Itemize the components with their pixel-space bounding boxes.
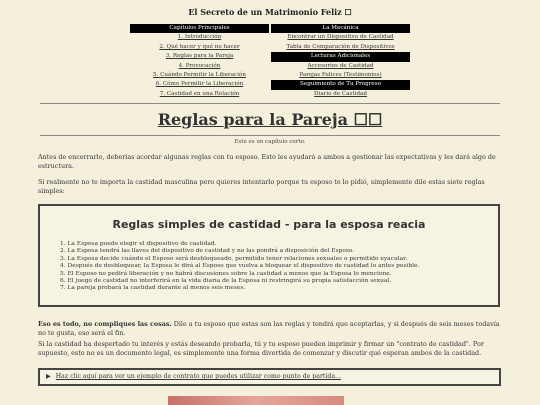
nav-header-lecturas: Lecturas Adicionales — [271, 52, 410, 61]
triangle-right-icon: ▶ — [46, 373, 51, 380]
nav-link-accesorios[interactable]: Accesorios de Castidad — [307, 62, 374, 69]
chapter-nav-table — [130, 24, 410, 99]
contract-example-link[interactable]: Haz clic aquí para ver un ejemplo de contrato que puedes utilizar como punto de partida... — [55, 373, 341, 380]
reluctant-paragraph: Si realmente no te importa la castidad masculina pero quieres intentarlo porque tu esposo te lo pidió, simplemente dile estas siete reglas simples: — [38, 178, 485, 195]
nav-column-extra — [271, 24, 410, 99]
divider-top — [40, 103, 500, 104]
summary-paragraph — [38, 320, 502, 337]
nav-link-que-hacer[interactable]: 2. Qué hacer y qué no hacer — [159, 43, 240, 50]
summary-bold-lead: Eso es todo, no compliques las cosas. — [38, 320, 172, 328]
nav-link-introduccion[interactable]: 1. Introducción — [177, 34, 222, 41]
rule-item: 4. Después de desbloquear, la Esposa le dirá al Esposo que vuelva a bloquear el dispositivo de castidad lo antes posible. — [60, 263, 420, 270]
rules-box-title: Reglas simples de castidad - para la esposa reacia — [112, 218, 426, 231]
rule-item: 1. La Esposa puede elegir el dispositivo de castidad. — [60, 241, 217, 247]
rule-item: 3. La Esposa decide cuándo el Esposo será desbloqueado, permitido tener relaciones sexuales o permitido eyacular. — [60, 255, 408, 262]
divider-title — [40, 135, 500, 136]
article-image — [168, 396, 344, 405]
nav-link-tabla-comparacion[interactable]: Tabla de Comparación de Dispositivos — [286, 43, 395, 50]
nav-link-cuando-liberacion[interactable]: 5. Cuándo Permitir la Liberación — [153, 72, 246, 79]
nav-column-main — [130, 24, 269, 99]
rule-item: 7. La pareja probará la castidad durante al menos seis meses. — [60, 285, 246, 292]
intro-paragraph: Antes de encerrarlo, deberías acordar algunas reglas con tu esposo. Esto les ayudará a ambos a gestionar las expectativas y les dará algo de estructura. — [38, 153, 496, 170]
rule-item: 5. El Esposo no pedirá liberación y no habrá discusiones sobre la castidad a menos que la Esposa lo mencione. — [60, 270, 392, 277]
contract-paragraph: Si la castidad ha despertado tu interés y estás deseando probarla, tú y tu esposo pueden imprimir y firmar un "contrato de castidad". Por supuesto, esto no es un documento legal, es simplemente una forma divertida de comenzar y discutir qué esperan ambos de la castidad. — [38, 340, 484, 357]
rules-box — [38, 204, 500, 307]
rule-item: 2. La Esposa tendrá las llaves del dispositivo de castidad y no las pondrá a disposición del Esposo. — [60, 248, 355, 255]
contract-example-toggle[interactable] — [38, 368, 501, 386]
nav-link-castidad-relacion[interactable]: 7. Castidad en una Relación — [159, 90, 240, 97]
nav-header-seguimiento: Seguimiento de Tu Progreso — [271, 80, 410, 89]
nav-link-reglas[interactable]: 3. Reglas para la Pareja — [165, 53, 234, 60]
nav-link-diario[interactable]: Diario de Castidad — [314, 90, 367, 97]
rules-list — [60, 241, 419, 293]
nav-link-encontrar-dispositivo[interactable]: Encontrar un Dispositivo de Castidad — [287, 34, 394, 41]
page-title: Reglas para la Pareja ☐☐ — [157, 110, 383, 129]
nav-header-main-chapters: Capítulos Principales — [130, 24, 269, 33]
page-subtitle: Este es un capítulo corto. — [234, 139, 306, 145]
summary-rest: Dile a tu esposo que estas son las reglas y tendrá que aceptarlas, y si después de seis meses todavía no te gusta, eso será el fin. — [38, 320, 500, 337]
site-title: El Secreto de un Matrimonio Feliz ☐ — [188, 7, 352, 17]
rule-item: 6. El juego de castidad no interferirá en la vida diaria de la Esposa ni restringirá su propia satisfacción sexual. — [60, 278, 392, 285]
nav-link-provocacion[interactable]: 4. Provocación — [178, 62, 221, 69]
nav-link-parejas-felices[interactable]: Parejas Felices (Testimonios) — [299, 72, 382, 79]
nav-header-mecanica: La Mecánica — [271, 24, 410, 33]
nav-link-como-liberacion[interactable]: 6. Cómo Permitir la Liberación — [155, 81, 244, 88]
